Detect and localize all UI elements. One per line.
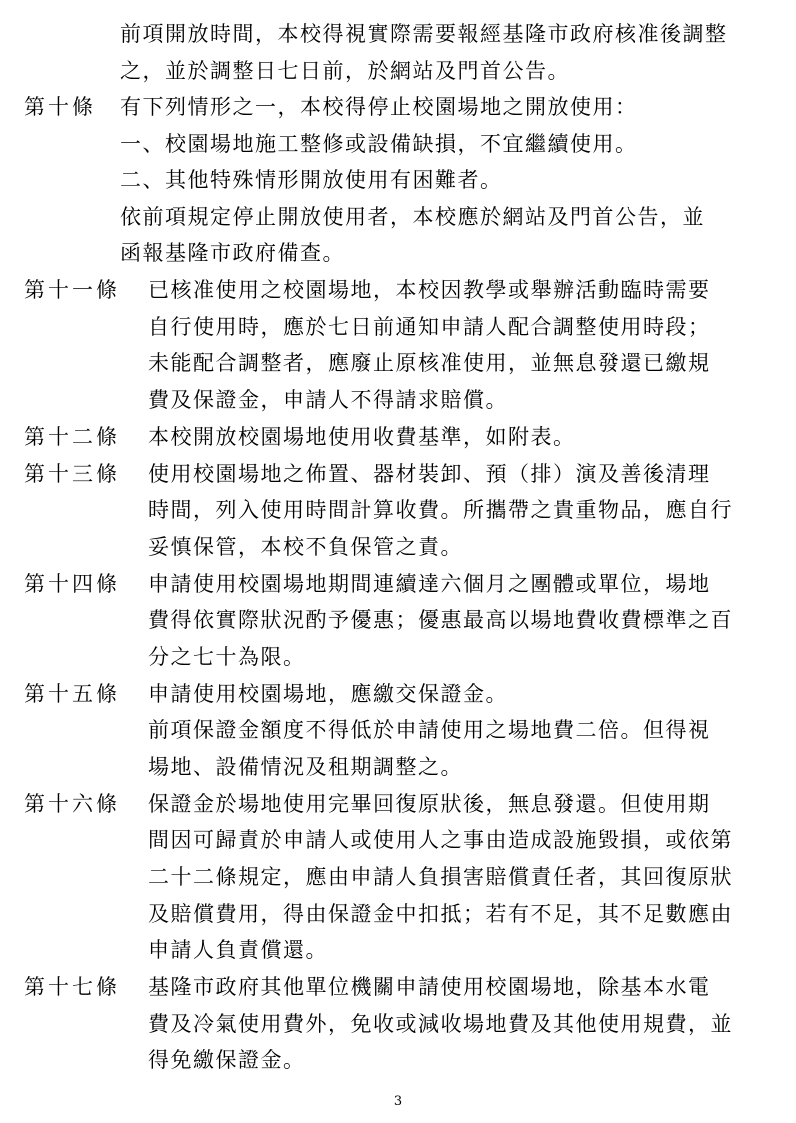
article-label: 第十六條 [24,792,120,816]
text-line: 一、校園場地施工整修或設備缺損，不宜繼續使用。 [120,132,638,156]
text-line: 依前項規定停止開放使用者，本校應於網站及門首公告，並 [120,205,705,229]
text-line: 得免繳保證金。 [148,1048,306,1072]
text-line: 及賠償費用，得由保證金中扣抵；若有不足，其不足數應由 [148,902,733,926]
article-label: 第十條 [24,95,96,119]
text-line: 之，並於調整日七日前，於網站及門首公告。 [120,59,570,83]
text-line: 妥慎保管，本校不負保管之責。 [148,535,463,559]
article-label: 第十二條 [24,425,120,449]
text-line: 分之七十為限。 [148,645,306,669]
text-line: 場地、設備情況及租期調整之。 [148,755,463,779]
text-line: 二十二條規定，應由申請人負損害賠償責任者，其回復原狀 [148,865,733,889]
text-line: 間因可歸責於申請人或使用人之事由造成設施毀損，或依第 [148,828,733,852]
text-line: 有下列情形之一，本校得停止校園場地之開放使用： [120,95,638,119]
article-label: 第十七條 [24,975,120,999]
text-line: 申請使用校園場地期間連續達六個月之團體或單位，場地 [148,572,711,596]
text-line: 已核准使用之校園場地，本校因教學或舉辦活動臨時需要 [148,278,711,302]
article-label: 第十三條 [24,462,120,486]
text-line: 費得依實際狀況酌予優惠；優惠最高以場地費收費標準之百 [148,608,733,632]
text-line: 本校開放校園場地使用收費基準，如附表。 [148,425,576,449]
text-line: 前項保證金額度不得低於申請使用之場地費二倍。但得視 [148,718,711,742]
article-label: 第十一條 [24,278,120,302]
text-line: 函報基隆市政府備查。 [120,241,345,265]
text-line: 費及冷氣使用費外，免收或減收場地費及其他使用規費，並 [148,1012,733,1036]
text-line: 基隆市政府其他單位機關申請使用校園場地，除基本水電 [148,975,711,999]
text-line: 二、其他特殊情形開放使用有困難者。 [120,168,503,192]
text-line: 申請使用校園場地，應繳交保證金。 [148,682,508,706]
text-line: 未能配合調整者，應廢止原核准使用，並無息發還已繳規 [148,351,711,375]
article-label: 第十五條 [24,682,120,706]
text-line: 自行使用時，應於七日前通知申請人配合調整使用時段； [148,315,711,339]
page-number: 3 [393,1094,403,1109]
article-label: 第十四條 [24,572,120,596]
text-line: 保證金於場地使用完畢回復原狀後，無息發還。但使用期 [148,792,711,816]
text-line: 申請人負責償還。 [148,938,328,962]
text-line: 前項開放時間，本校得視實際需要報經基隆市政府核准後調整 [120,22,728,46]
text-line: 費及保證金，申請人不得請求賠償。 [148,388,508,412]
text-line: 時間，列入使用時間計算收費。所攜帶之貴重物品，應自行 [148,498,733,522]
text-line: 使用校園場地之佈置、器材裝卸、預（排）演及善後清理 [148,462,711,486]
